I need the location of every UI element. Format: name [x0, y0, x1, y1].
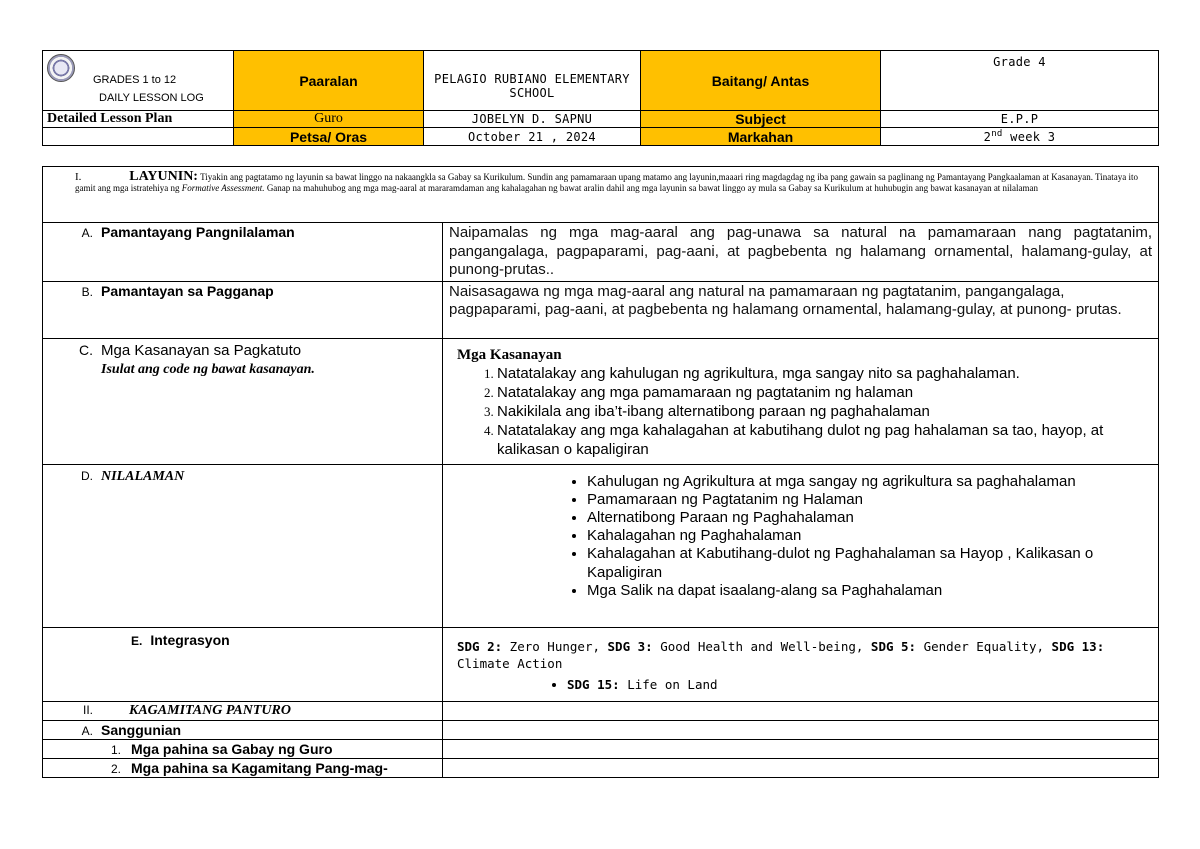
- section-d-title-cell: [43, 464, 443, 627]
- kagamitan-numeral: II.: [82, 702, 93, 717]
- ref-item-1-empty: [443, 739, 1159, 758]
- section-d-title: NILALAMAN: [101, 468, 185, 484]
- sdg15-list: [457, 676, 1152, 693]
- sdg15-text: Life on Land: [619, 676, 718, 692]
- subject-value: E.P.P: [881, 111, 1159, 128]
- header-table: [42, 50, 1159, 146]
- sdg3-label: SDG 3:: [607, 638, 653, 654]
- section-d-content: [443, 464, 1159, 627]
- deped-logo-cell: [43, 51, 234, 111]
- grade-value: [881, 51, 1159, 111]
- quarter-num: 2: [983, 130, 992, 144]
- content-item: • Kahalagahan at Kabutihang-dulot ng Paghahalaman sa Hayop , Kalikasan o Kapaligiran: [587, 545, 1152, 581]
- sdg13-label: SDG 13:: [1051, 638, 1105, 654]
- section-e-content: [443, 627, 1159, 701]
- grades-label: GRADES 1 to 12: [93, 74, 177, 86]
- petsa-label: Petsa/ Oras: [234, 128, 424, 146]
- sdg13-text: Climate Action: [457, 655, 563, 671]
- sdg3-text: Good Health and Well-being,: [652, 638, 871, 654]
- deped-seal-icon: [47, 54, 75, 82]
- school-name-text: PELAGIO RUBIANO ELEMENTARY SCHOOL: [434, 71, 630, 100]
- kagamitan-empty: [443, 701, 1159, 720]
- ref-item-1-cell: [43, 739, 443, 758]
- grade-value-text: Grade 4: [993, 55, 1046, 69]
- section-e-letter: E.: [131, 633, 143, 648]
- content-item: • Mga Salik na dapat isaalang-alang sa Paghahalaman: [587, 582, 1152, 600]
- sdg2-label: SDG 2:: [457, 638, 503, 654]
- layunin-numeral: I.: [75, 171, 82, 183]
- sanggunian-cell: [43, 720, 443, 739]
- section-c-content: [443, 338, 1159, 464]
- plan-type: [43, 111, 234, 128]
- sdg2-text: Zero Hunger,: [502, 638, 608, 654]
- section-c-title-cell: [43, 338, 443, 464]
- subject-label: Subject: [641, 111, 881, 128]
- dll-label: DAILY LESSON LOG: [99, 92, 204, 104]
- section-a-title-cell: [43, 223, 443, 282]
- kagamitan-title: KAGAMITANG PANTURO: [129, 702, 291, 718]
- ref-item-2-empty: [443, 758, 1159, 777]
- guro-label: Guro: [234, 111, 424, 128]
- content-list: [449, 473, 1152, 600]
- section-c-letter: C.: [79, 341, 93, 358]
- section-d-letter: D.: [81, 468, 93, 483]
- content-item: • Kahalagahan ng Paghahalaman: [587, 527, 1152, 545]
- skill-item: 2. Natatalakay ang mga pamamaraan ng pagtatanim ng halaman: [497, 383, 1152, 402]
- section-c-title: Mga Kasanayan sa Pagkatuto: [101, 341, 302, 359]
- plan-type-text: Detailed Lesson Plan: [47, 111, 173, 126]
- section-a-title: Pamantayang Pangnilalaman: [101, 224, 295, 240]
- sdg5-label: SDG 5:: [870, 638, 917, 654]
- date-value: October 21 , 2024: [424, 128, 641, 146]
- content-item: • Kahulugan ng Agrikultura at mga sangay ng agrikultura sa paghahalaman: [587, 473, 1152, 491]
- teacher-name: JOBELYN D. SAPNU: [424, 111, 641, 128]
- section-a-text: Naipamalas ng mga mag-aaral ang pag-unawa sa natural na pamamaraan nang pagtatanim, pangangalaga, pagpaparami, pag-aani, at pagbebenta ng halamang ornamental, halamang-gulay, at punong-prutas..: [443, 223, 1159, 282]
- ref-item-2-cell: [43, 758, 443, 777]
- skill-item: 3. Nakikilala ang iba’t-ibang alternatibong paraan ng paghahalaman: [497, 402, 1152, 421]
- section-a-letter: A.: [81, 226, 93, 240]
- ref-item-2-num: 2.: [111, 761, 122, 776]
- layunin-text-2: Ganap na mahuhubog ang mga mag-aaral at mararamdaman ang kahalagahan ng bawat aralin dahil ang mga layunin sa bawat linggo ay mula sa Gabay sa Kurikulum at huhubugin ang bawat kasanayan at nilalaman: [266, 183, 1039, 193]
- skills-list: [457, 364, 1152, 459]
- lesson-plan-table: [42, 166, 1159, 778]
- baitang-label: Baitang/ Antas: [641, 51, 881, 111]
- section-e-title: Integrasyon: [150, 631, 230, 648]
- layunin-text-italic: Formative Assessment.: [181, 183, 265, 193]
- content-item: • Pamamaraan ng Pagtatanim ng Halaman: [587, 491, 1152, 509]
- kagamitan-title-cell: [43, 701, 443, 720]
- quarter-sup: nd: [991, 129, 1003, 139]
- layunin-text-1: Tiyakin ang pagtatamo ng layunin sa bawat linggo na nakaangkla sa Gabay sa Kurikulum. Sundin ang pamamaraan upang matamo ang layunin,maaari ring magdagdag ng iba pang gawain sa paglinang ng Pamantayang Pangkaalaman at Kasanayan. Tinataya ito gamit ang mga istratehiya ng: [75, 172, 1138, 193]
- sanggunian-letter: A.: [81, 723, 93, 738]
- ref-item-2: Mga pahina sa Kagamitang Pang-mag-: [131, 759, 388, 776]
- skill-item: 4. Natatalakay ang mga kahalagahan at kabutihang dulot ng pag hahalaman sa tao, hayop, at kalikasan o kapaligiran: [497, 421, 1152, 459]
- markahan-label: Markahan: [641, 128, 881, 146]
- paaralan-label: Paaralan: [234, 51, 424, 111]
- section-c-subtitle: Isulat ang code ng bawat kasanayan.: [101, 361, 315, 377]
- sanggunian-empty: [443, 720, 1159, 739]
- empty-cell: [43, 128, 234, 146]
- section-b-text: Naisasagawa ng mga mag-aaral ang natural na pamamaraan ng pagtatanim, pangangalaga, pagpaparami, pag-aani, at pagbebenta ng halamang ornamental, halamang-gulay, at punong- prutas.: [443, 281, 1159, 338]
- content-item: • Alternatibong Paraan ng Paghahalaman: [587, 509, 1152, 527]
- layunin-row: [43, 167, 1159, 223]
- quarter-rest: week 3: [1002, 130, 1056, 144]
- sdg15-label: SDG 15:: [567, 676, 620, 692]
- school-name: [424, 51, 641, 111]
- skill-item: 1. Natatalakay ang kahulugan ng agrikultura, mga sangay nito sa paghahalaman.: [497, 364, 1152, 383]
- ref-item-1: Mga pahina sa Gabay ng Guro: [131, 740, 333, 757]
- section-b-title-cell: [43, 281, 443, 338]
- layunin-title: LAYUNIN:: [129, 169, 198, 184]
- ref-item-1-num: 1.: [111, 742, 122, 757]
- section-b-letter: B.: [81, 284, 93, 299]
- section-b-title: Pamantayan sa Pagganap: [101, 282, 274, 299]
- sdg-line: [457, 638, 1152, 672]
- section-e-title-cell: [43, 627, 443, 701]
- quarter-value: [881, 128, 1159, 146]
- section-c-heading: Mga Kasanayan: [457, 346, 562, 363]
- sdg5-text: Gender Equality,: [916, 638, 1052, 654]
- sdg15-item: [567, 676, 1152, 693]
- sanggunian-title: Sanggunian: [101, 721, 182, 738]
